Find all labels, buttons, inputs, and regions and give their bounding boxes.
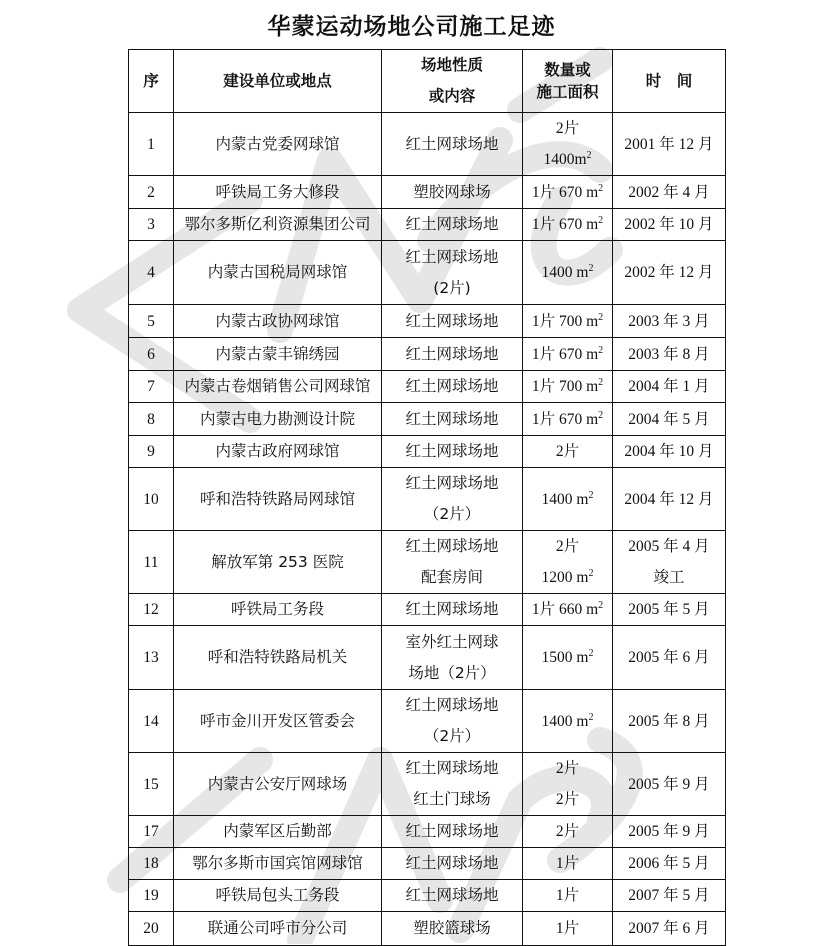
- squared-superscript: 2: [586, 150, 592, 161]
- cell-nature: 红土网球场地: [382, 816, 523, 848]
- table-row: [129, 594, 726, 626]
- cell-seq: 9: [129, 436, 174, 468]
- cell-time: 2003 年 3 月: [613, 305, 726, 338]
- cell-nature-line2: （2片）: [423, 505, 481, 523]
- cell-nature: 红土网球场地: [382, 209, 523, 241]
- cell-time: 2004 年 10 月: [613, 436, 726, 468]
- cell-time: 2004 年 5 月: [613, 403, 726, 436]
- squared-superscript: 2: [598, 600, 604, 611]
- cell-nature-line2: 红土门球场: [413, 790, 491, 808]
- cell-nature: 红土网球场地: [382, 880, 523, 912]
- cell-time-line2: 竣工: [653, 569, 685, 586]
- cell-unit: 内蒙古公安厅网球场: [174, 753, 382, 816]
- cell-nature-line2: （2片）: [423, 727, 481, 745]
- cell-amount-line2: $1400m^2$: [543, 150, 592, 168]
- table-header-row: [129, 50, 726, 113]
- cell-amount: 1片 700 $m^2$: [523, 305, 613, 338]
- cell-amount: 1片 700 $m^2$: [523, 371, 613, 403]
- cell-amount: [523, 753, 613, 816]
- squared-superscript: 2: [598, 182, 604, 194]
- cell-time: 2007 年 5 月: [613, 880, 726, 912]
- cell-amount-line2: 1200 $m^2$: [541, 568, 594, 586]
- cell-unit: 呼铁局包头工务段: [174, 880, 382, 912]
- cell-unit: 呼铁局工务大修段: [174, 176, 382, 209]
- header-nature-line2: 或内容: [428, 87, 476, 105]
- cell-unit: 呼和浩特铁路局网球馆: [174, 468, 382, 531]
- squared-superscript: 2: [588, 711, 594, 723]
- table-row: [129, 305, 726, 338]
- cell-amount-line1: 2片: [555, 120, 580, 137]
- cell-amount: 2片: [523, 816, 613, 848]
- cell-amount: 2片: [523, 436, 613, 468]
- cell-unit: 内蒙古国税局网球馆: [174, 241, 382, 305]
- document-title: 华蒙运动场地公司施工足迹: [267, 13, 556, 40]
- cell-nature-line1: 红土网球场地: [405, 134, 499, 153]
- cell-nature: 红土网球场地: [382, 371, 523, 403]
- table-row: [129, 209, 726, 241]
- header-seq: 序: [129, 50, 174, 113]
- cell-amount: 1片: [523, 880, 613, 912]
- cell-unit: 呼和浩特铁路局机关: [174, 626, 382, 690]
- cell-time: 2002 年 12 月: [613, 241, 726, 305]
- cell-amount-line1: 2片: [555, 760, 580, 777]
- cell-nature: 红土网球场地: [382, 594, 523, 626]
- squared-superscript: 2: [588, 263, 594, 274]
- cell-nature: [382, 113, 523, 176]
- cell-unit: 内蒙古电力勘测设计院: [174, 403, 382, 436]
- cell-nature: 红土网球场地: [382, 403, 523, 436]
- cell-time: 2004 年 1 月: [613, 371, 726, 403]
- cell-nature: [382, 531, 523, 594]
- table-row: [129, 848, 726, 880]
- cell-seq: 14: [129, 690, 174, 753]
- cell-amount: 1400 $m^2$: [523, 690, 613, 753]
- cell-nature-line2: 场地（2片）: [408, 663, 496, 682]
- table-row: [129, 241, 726, 305]
- squared-superscript: 2: [588, 648, 594, 659]
- cell-seq: 13: [129, 626, 174, 690]
- cell-unit: 内蒙古党委网球馆: [174, 113, 382, 176]
- table-row: [129, 690, 726, 753]
- cell-seq: 10: [129, 468, 174, 531]
- cell-amount: 1400 $m^2$: [523, 241, 613, 305]
- cell-seq: 12: [129, 594, 174, 626]
- cell-amount: 1片: [523, 912, 613, 946]
- cell-unit: 内蒙古政协网球馆: [174, 305, 382, 338]
- cell-amount: 1500 $m^2$: [523, 626, 613, 690]
- cell-unit: 内蒙古蒙丰锦绣园: [174, 338, 382, 371]
- cell-time: 2006 年 5 月: [613, 848, 726, 880]
- cell-seq: 20: [129, 912, 174, 946]
- cell-amount: 1片 660 $m^2$: [523, 594, 613, 626]
- cell-nature: 塑胶网球场: [382, 176, 523, 209]
- cell-time: 2001 年 12 月: [613, 113, 726, 176]
- cell-unit: 呼市金川开发区管委会: [174, 690, 382, 753]
- table-row: [129, 338, 726, 371]
- cell-nature-line1: 室外红土网球: [405, 632, 499, 651]
- cell-nature: 红土网球场地: [382, 848, 523, 880]
- cell-seq: 18: [129, 848, 174, 880]
- squared-superscript: 2: [588, 568, 594, 579]
- header-amount-line1: 数量或: [544, 61, 591, 79]
- cell-time: 2005 年 9 月: [613, 753, 726, 816]
- table-row: [129, 436, 726, 468]
- header-nature: [382, 50, 523, 113]
- cell-seq: 2: [129, 176, 174, 209]
- cell-seq: 3: [129, 209, 174, 241]
- cell-nature: [382, 626, 523, 690]
- table-row: [129, 468, 726, 531]
- cell-amount: 1片 670 $m^2$: [523, 209, 613, 241]
- cell-amount: 1400 $m^2$: [523, 468, 613, 531]
- cell-seq: 6: [129, 338, 174, 371]
- cell-unit: 内蒙军区后勤部: [174, 816, 382, 848]
- cell-nature-line1: 红土网球场地: [405, 537, 499, 555]
- cell-time: 2005 年 6 月: [613, 626, 726, 690]
- squared-superscript: 2: [588, 489, 594, 501]
- squared-superscript: 2: [598, 377, 604, 388]
- table-row: [129, 403, 726, 436]
- squared-superscript: 2: [598, 409, 604, 421]
- cell-unit: 鄂尔多斯亿利资源集团公司: [174, 209, 382, 241]
- cell-amount: [523, 113, 613, 176]
- cell-unit: 内蒙古政府网球馆: [174, 436, 382, 468]
- cell-nature-line2: 配套房间: [420, 568, 483, 586]
- cell-time: 2004 年 12 月: [613, 468, 726, 531]
- cell-unit: 解放军第 253 医院: [174, 531, 382, 594]
- header-unit: 建设单位或地点: [174, 50, 382, 113]
- table-row: [129, 531, 726, 594]
- cell-time: 2002 年 4 月: [613, 176, 726, 209]
- cell-unit: 内蒙古卷烟销售公司网球馆: [174, 371, 382, 403]
- cell-nature: 塑胶篮球场: [382, 912, 523, 946]
- table-row: [129, 753, 726, 816]
- cell-seq: 1: [129, 113, 174, 176]
- header-time: 时 间: [613, 50, 726, 113]
- cell-amount: 1片 670 $m^2$: [523, 338, 613, 371]
- cell-amount-line1: 2片: [555, 538, 580, 555]
- cell-nature: [382, 690, 523, 753]
- squared-superscript: 2: [598, 311, 604, 323]
- cell-nature: [382, 468, 523, 531]
- table-row: [129, 371, 726, 403]
- cell-amount: 1片 670 $m^2$: [523, 403, 613, 436]
- header-amount: [523, 50, 613, 113]
- cell-nature: 红土网球场地: [382, 305, 523, 338]
- cell-unit: 鄂尔多斯市国宾馆网球馆: [174, 848, 382, 880]
- cell-seq: 15: [129, 753, 174, 816]
- header-amount-line2: 施工面积: [536, 83, 599, 101]
- cell-nature: 红土网球场地: [382, 338, 523, 371]
- cell-nature-line1: 红土网球场地: [405, 474, 499, 492]
- cell-seq: 4: [129, 241, 174, 305]
- table-row: [129, 912, 726, 946]
- cell-seq: 17: [129, 816, 174, 848]
- cell-time: 2005 年 5 月: [613, 594, 726, 626]
- cell-seq: 8: [129, 403, 174, 436]
- table-row: [129, 113, 726, 176]
- cell-nature: [382, 753, 523, 816]
- cell-nature-line1: 红土网球场地: [405, 759, 499, 777]
- cell-amount-line2: 2片: [555, 791, 580, 808]
- cell-nature: [382, 241, 523, 305]
- cell-time: 2005 年 9 月: [613, 816, 726, 848]
- squared-superscript: 2: [598, 215, 604, 226]
- cell-time: [613, 531, 726, 594]
- cell-nature-line1: 红土网球场地: [405, 247, 499, 266]
- cell-time: 2005 年 8 月: [613, 690, 726, 753]
- cell-time: 2007 年 6 月: [613, 912, 726, 946]
- cell-seq: 7: [129, 371, 174, 403]
- cell-amount: 1片: [523, 848, 613, 880]
- cell-unit: 联通公司呼市分公司: [174, 912, 382, 946]
- cell-seq: 11: [129, 531, 174, 594]
- table-row: [129, 176, 726, 209]
- table-row: [129, 880, 726, 912]
- cell-unit: 呼铁局工务段: [174, 594, 382, 626]
- construction-footprint-table: [128, 49, 726, 946]
- cell-amount: 1片 670 $m^2$: [523, 176, 613, 209]
- cell-amount: [523, 531, 613, 594]
- cell-seq: 19: [129, 880, 174, 912]
- cell-nature-line1: 红土网球场地: [405, 696, 499, 714]
- squared-superscript: 2: [598, 344, 604, 356]
- header-nature-line1: 场地性质: [420, 56, 483, 74]
- table-row: [129, 626, 726, 690]
- cell-seq: 5: [129, 305, 174, 338]
- cell-time: 2002 年 10 月: [613, 209, 726, 241]
- table-row: [129, 816, 726, 848]
- cell-nature: 红土网球场地: [382, 436, 523, 468]
- cell-nature-line2: (2片): [433, 278, 471, 297]
- cell-time: 2003 年 8 月: [613, 338, 726, 371]
- cell-time-line1: 2005 年 4 月: [628, 538, 710, 555]
